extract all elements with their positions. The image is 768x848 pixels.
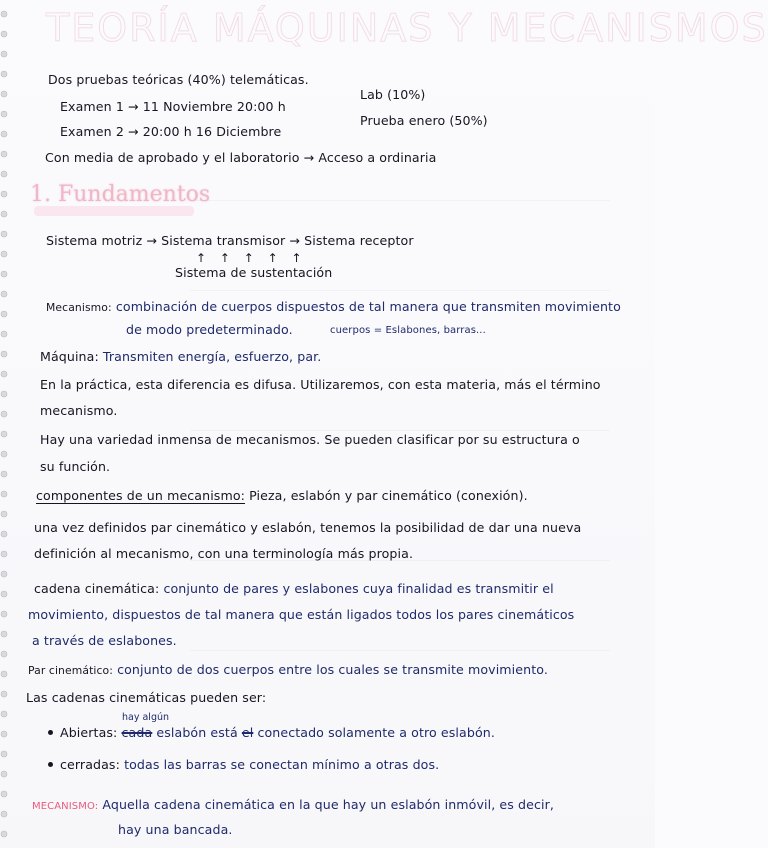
bleed-through-line	[190, 650, 610, 651]
types-intro: Las cadenas cinemáticas pueden ser:	[26, 690, 267, 705]
par-label: Par cinemático:	[28, 664, 113, 677]
bullet-dot-icon	[48, 730, 53, 735]
components-text: Pieza, eslabón y par cinemático (conexión).	[249, 488, 528, 503]
maquina-definition-line	[40, 349, 321, 364]
components-label: componentes de un mecanismo:	[36, 488, 245, 503]
cadena-label: cadena cinemática:	[34, 581, 160, 596]
heading-highlight	[34, 206, 194, 216]
final-exam-note: Prueba enero (50%)	[360, 113, 488, 128]
mecanismo-label: Mecanismo:	[46, 301, 112, 314]
cadena-text: conjunto de pares y eslabones cuya finalidad es transmitir el	[163, 581, 554, 596]
final-definition-text: Aquella cadena cinemática en la que hay un eslabón inmóvil, es decir,	[102, 797, 554, 812]
definition-paragraph-continued: definición al mecanismo, con una terminología más propia.	[34, 546, 414, 561]
page-title: TEORÍA MÁQUINAS Y MECANISMOS	[46, 6, 768, 50]
list-item-open	[48, 725, 495, 740]
support-arrows: ↑ ↑ ↑ ↑ ↑	[196, 251, 307, 265]
open-text: eslabón está	[156, 725, 238, 740]
components-line	[36, 488, 528, 503]
lab-weight-note: Lab (10%)	[360, 87, 426, 102]
struck-word: cada	[121, 725, 153, 740]
list-item-closed	[48, 757, 439, 772]
bleed-through-line	[190, 430, 610, 431]
exam-1-note: Examen 1 → 11 Noviembre 20:00 h	[60, 99, 286, 114]
support-system: Sistema de sustentación	[175, 265, 333, 280]
cadena-text-end: a través de eslabones.	[32, 633, 177, 648]
section-heading: 1. Fundamentos	[30, 182, 211, 207]
bullet-dot-icon	[48, 762, 53, 767]
practice-paragraph-continued: mecanismo.	[40, 403, 118, 418]
closed-text: todas las barras se conectan mínimo a otras dos.	[124, 757, 440, 772]
practice-paragraph: En la práctica, esta diferencia es difusa. Utilizaremos, con esta materia, más el término	[40, 377, 601, 392]
closed-label: cerradas:	[60, 757, 120, 772]
bleed-through-line	[190, 200, 610, 201]
open-label: Abiertas:	[60, 725, 118, 740]
requirement-note: Con media de aprobado y el laboratorio → Acceso a ordinaria	[45, 150, 437, 165]
mecanismo-note: cuerpos = Eslabones, barras...	[330, 325, 486, 336]
mecanismo-text: combinación de cuerpos dispuestos de tal manera que transmiten movimiento	[115, 299, 621, 314]
final-definition-label: MECANISMO:	[32, 801, 99, 812]
definition-paragraph: una vez definidos par cinemático y eslabón, tenemos la posibilidad de dar una nueva	[34, 520, 582, 535]
mecanismo-text-continued: de modo predeterminado.	[126, 322, 293, 337]
variety-paragraph: Hay una variedad inmensa de mecanismos. Se pueden clasificar por su estructura o	[40, 432, 580, 447]
cadena-text-continued: movimiento, dispuestos de tal manera que están ligados todos los pares cinemáticos	[28, 607, 575, 622]
struck-word: el	[241, 725, 254, 740]
spiral-binding	[0, 0, 12, 848]
open-text-continued: conectado solamente a otro eslabón.	[257, 725, 495, 740]
maquina-label: Máquina:	[40, 349, 99, 364]
bleed-through-line	[190, 290, 610, 291]
par-definition-line	[28, 662, 548, 677]
cadena-definition-line	[34, 581, 554, 596]
par-text: conjunto de dos cuerpos entre los cuales se transmite movimiento.	[117, 662, 548, 677]
inserted-correction: hay algún	[122, 712, 170, 723]
evaluation-note: Dos pruebas teóricas (40%) telemáticas.	[48, 72, 309, 87]
variety-paragraph-continued: su función.	[40, 459, 111, 474]
final-definition-text-continued: hay una bancada.	[118, 822, 233, 837]
system-chain: Sistema motriz → Sistema transmisor → Sistema receptor	[46, 233, 414, 248]
exam-2-note: Examen 2 → 20:00 h 16 Diciembre	[60, 124, 282, 139]
maquina-text: Transmiten energía, esfuerzo, par.	[102, 349, 322, 364]
final-definition-line	[32, 797, 554, 812]
mecanismo-definition-line	[46, 299, 621, 314]
